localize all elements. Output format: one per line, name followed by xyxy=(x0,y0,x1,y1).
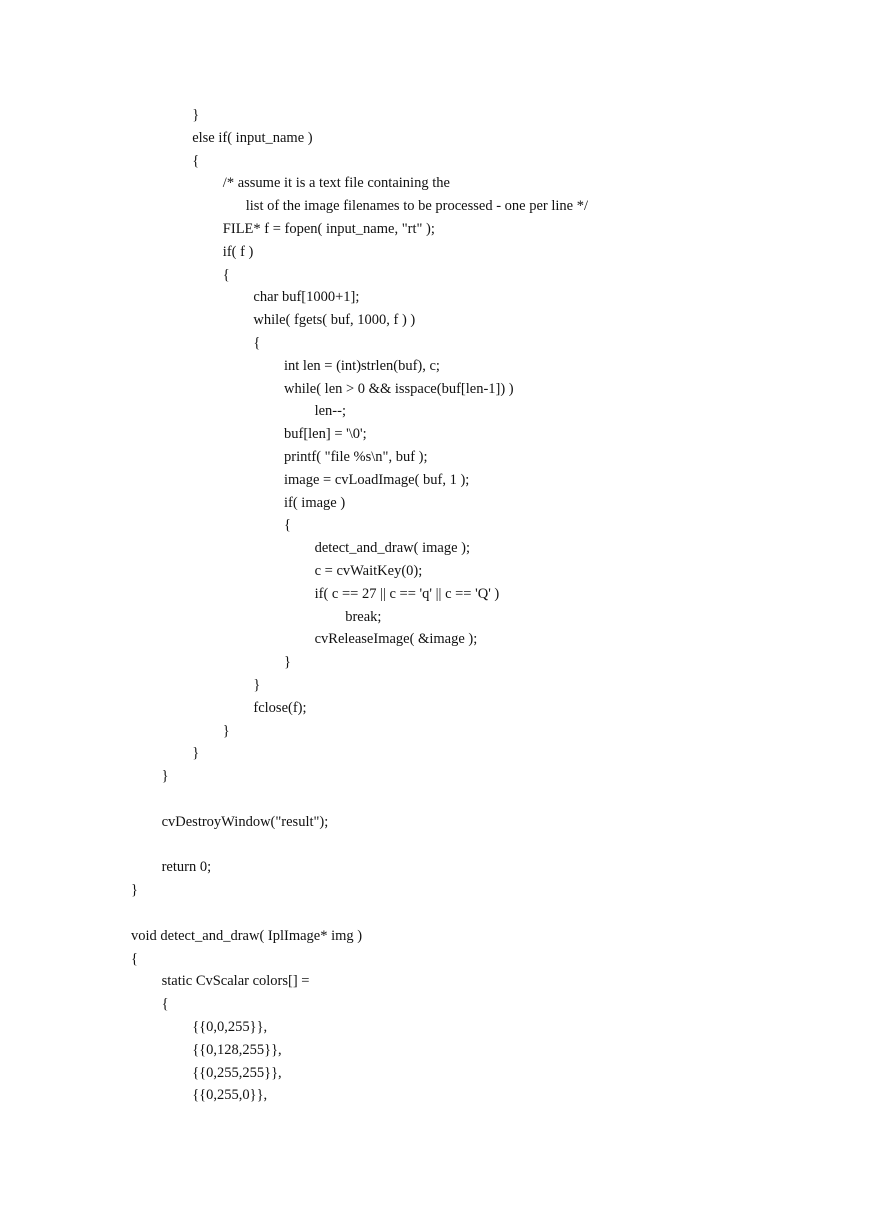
code-line: else if( input_name ) xyxy=(192,129,313,146)
code-line: printf( "file %s\n", buf ); xyxy=(284,449,428,465)
code-line: detect_and_draw( image ); xyxy=(314,540,470,557)
code-line: } xyxy=(253,677,261,693)
code-line: void detect_and_draw( IplImage* img ) xyxy=(131,927,363,944)
code-line: if( f ) xyxy=(222,243,254,260)
code-line: {{0,128,255}}, xyxy=(192,1041,282,1058)
code-line: if( image ) xyxy=(284,494,346,511)
code-line: } xyxy=(161,768,169,785)
code-line: fclose(f); xyxy=(253,699,307,716)
code-line: { xyxy=(253,335,261,351)
code-line: c = cvWaitKey(0); xyxy=(314,563,423,579)
code-line: static CvScalar colors[] = xyxy=(161,973,310,990)
code-line: {{0,255,0}}, xyxy=(192,1087,268,1104)
code-line: while( fgets( buf, 1000, f ) ) xyxy=(253,312,416,329)
code-line: list of the image filenames to be processed - one per line */ xyxy=(245,198,589,215)
code-line: if( c == 27 || c == 'q' || c == 'Q' ) xyxy=(314,585,500,602)
code-line: return 0; xyxy=(161,859,212,876)
code-line: cvReleaseImage( &image ); xyxy=(314,631,478,648)
code-line: { xyxy=(131,950,138,967)
code-line: while( len > 0 && isspace(buf[len-1]) ) xyxy=(284,380,514,397)
code-line: } xyxy=(192,745,200,762)
code-line: buf[len] = '\0'; xyxy=(284,426,367,443)
code-line: } xyxy=(222,722,230,739)
code-line: image = cvLoadImage( buf, 1 ); xyxy=(284,471,470,488)
code-line: { xyxy=(284,517,291,534)
code-line: { xyxy=(161,996,169,1013)
code-line: } xyxy=(192,107,200,123)
code-line: { xyxy=(222,266,230,283)
code-line: break; xyxy=(345,608,382,625)
code-line: /* assume it is a text file containing the xyxy=(222,175,450,192)
code-line: { xyxy=(192,152,200,169)
code-line: cvDestroyWindow("result"); xyxy=(161,813,329,830)
code-line: int len = (int)strlen(buf), c; xyxy=(284,357,440,374)
code-line: FILE* f = fopen( input_name, "rt" ); xyxy=(222,221,435,237)
code-line: } xyxy=(284,654,291,671)
code-line: {{0,0,255}}, xyxy=(192,1019,268,1035)
code-line: len--; xyxy=(314,403,346,420)
code-line: char buf[1000+1]; xyxy=(253,289,360,306)
code-line: {{0,255,255}}, xyxy=(192,1064,282,1081)
code-line: } xyxy=(131,882,138,899)
